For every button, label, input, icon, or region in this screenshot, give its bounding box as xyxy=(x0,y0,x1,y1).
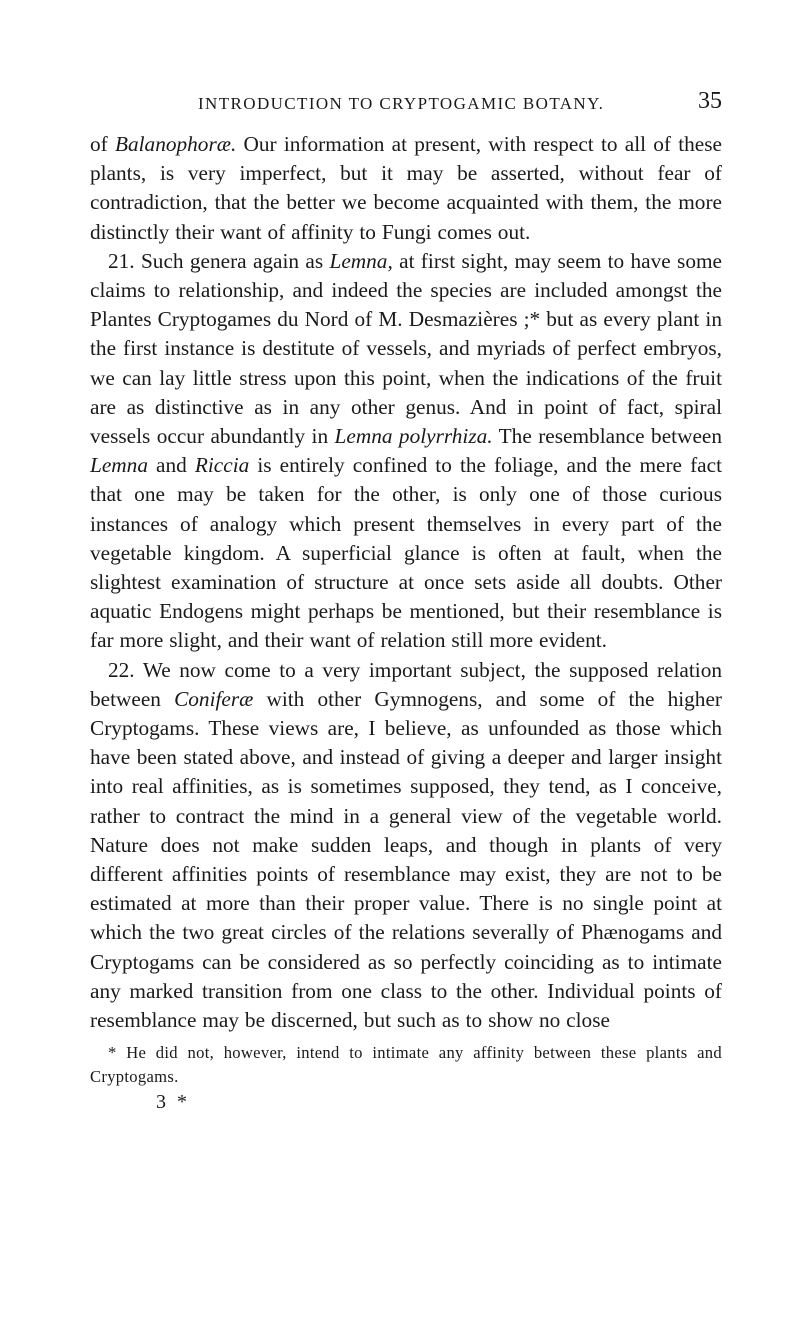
text-run: of xyxy=(90,132,115,156)
italic-term: Lemna polyrrhiza. xyxy=(334,424,493,449)
body-text xyxy=(90,130,722,1035)
italic-term: Balanophoræ. xyxy=(114,132,237,156)
text-run: 22. We now come to a very important subject, the supposed relation between xyxy=(90,657,722,711)
footnote-text: * He did not, however, intend to intimate any affinity between these plants and Cryptogams. xyxy=(90,1043,722,1087)
text-run: at first sight, may seem to have some claims to relationship, and indeed the species are included amongst the Plantes Cryptogames du Nord of M. Desmazières ;* but as every plant in the first instance is destitute of vessels, and myriads of perfect embryos, we can lay little stress upon this point, when the indications of the fruit are as distinctive as in any other genus. And in point of fact, spiral vessels occur abundantly in xyxy=(90,248,722,449)
italic-term: Coniferæ xyxy=(174,686,254,711)
paragraph-22 xyxy=(90,656,722,1036)
italic-term: Lemna, xyxy=(329,248,393,273)
book-page xyxy=(90,86,722,1114)
text-run: 21. Such genera again as xyxy=(108,248,330,273)
text-run: is entirely confined to the foliage, and the mere fact that one may be taken for the other, is only one of those curious instances of analogy which present themselves in every part of the vegetable kingdom. A superficial glance is often at fault, when the slightest examination of structure at once sets aside all doubts. Other aquatic Endogens might perhaps be mentioned, but their resemblance is far more slight, and their want of relation still more evident. xyxy=(90,453,722,653)
running-head xyxy=(90,86,722,130)
italic-term: Riccia xyxy=(194,453,250,478)
italic-term: Lemna xyxy=(90,453,148,478)
page-number: 35 xyxy=(698,88,722,114)
footnote xyxy=(90,1041,722,1089)
paragraph-21 xyxy=(90,247,722,656)
text-run: with other Gymnogens, and some of the higher Cryptogams. These views are, I believe, as unfounded as those which have been stated above, and instead of giving a deeper and larger insight into real affinities, as is sometimes supposed, they tend, as I conceive, rather to contract the mind in a general view of the vegetable world. Nature does not make sudden leaps, and though in plants of very different affinities points of resemblance may exist, they are not to be estimated at more than their proper value. There is no single point at which the two great circles of the relations severally of Phænogams and Cryptogams can be considered as so perfectly coinciding as to intimate any marked transition from one class to the other. Individual points of resemblance may be discerned, but such as to show no close xyxy=(90,686,722,1033)
signature-mark: 3 * xyxy=(156,1091,190,1114)
text-run: Our information at present, with respect to all of these plants, is very imperfect, but it may be asserted, without fear of contradiction, that the better we become acquainted with them, the more distinctly their want of affinity to Fungi comes out. xyxy=(90,132,722,244)
running-title: INTRODUCTION TO CRYPTOGAMIC BOTANY. xyxy=(198,94,605,113)
text-run: and xyxy=(147,453,195,478)
paragraph-continuation xyxy=(90,130,722,247)
text-run: The resemblance between xyxy=(492,424,722,449)
